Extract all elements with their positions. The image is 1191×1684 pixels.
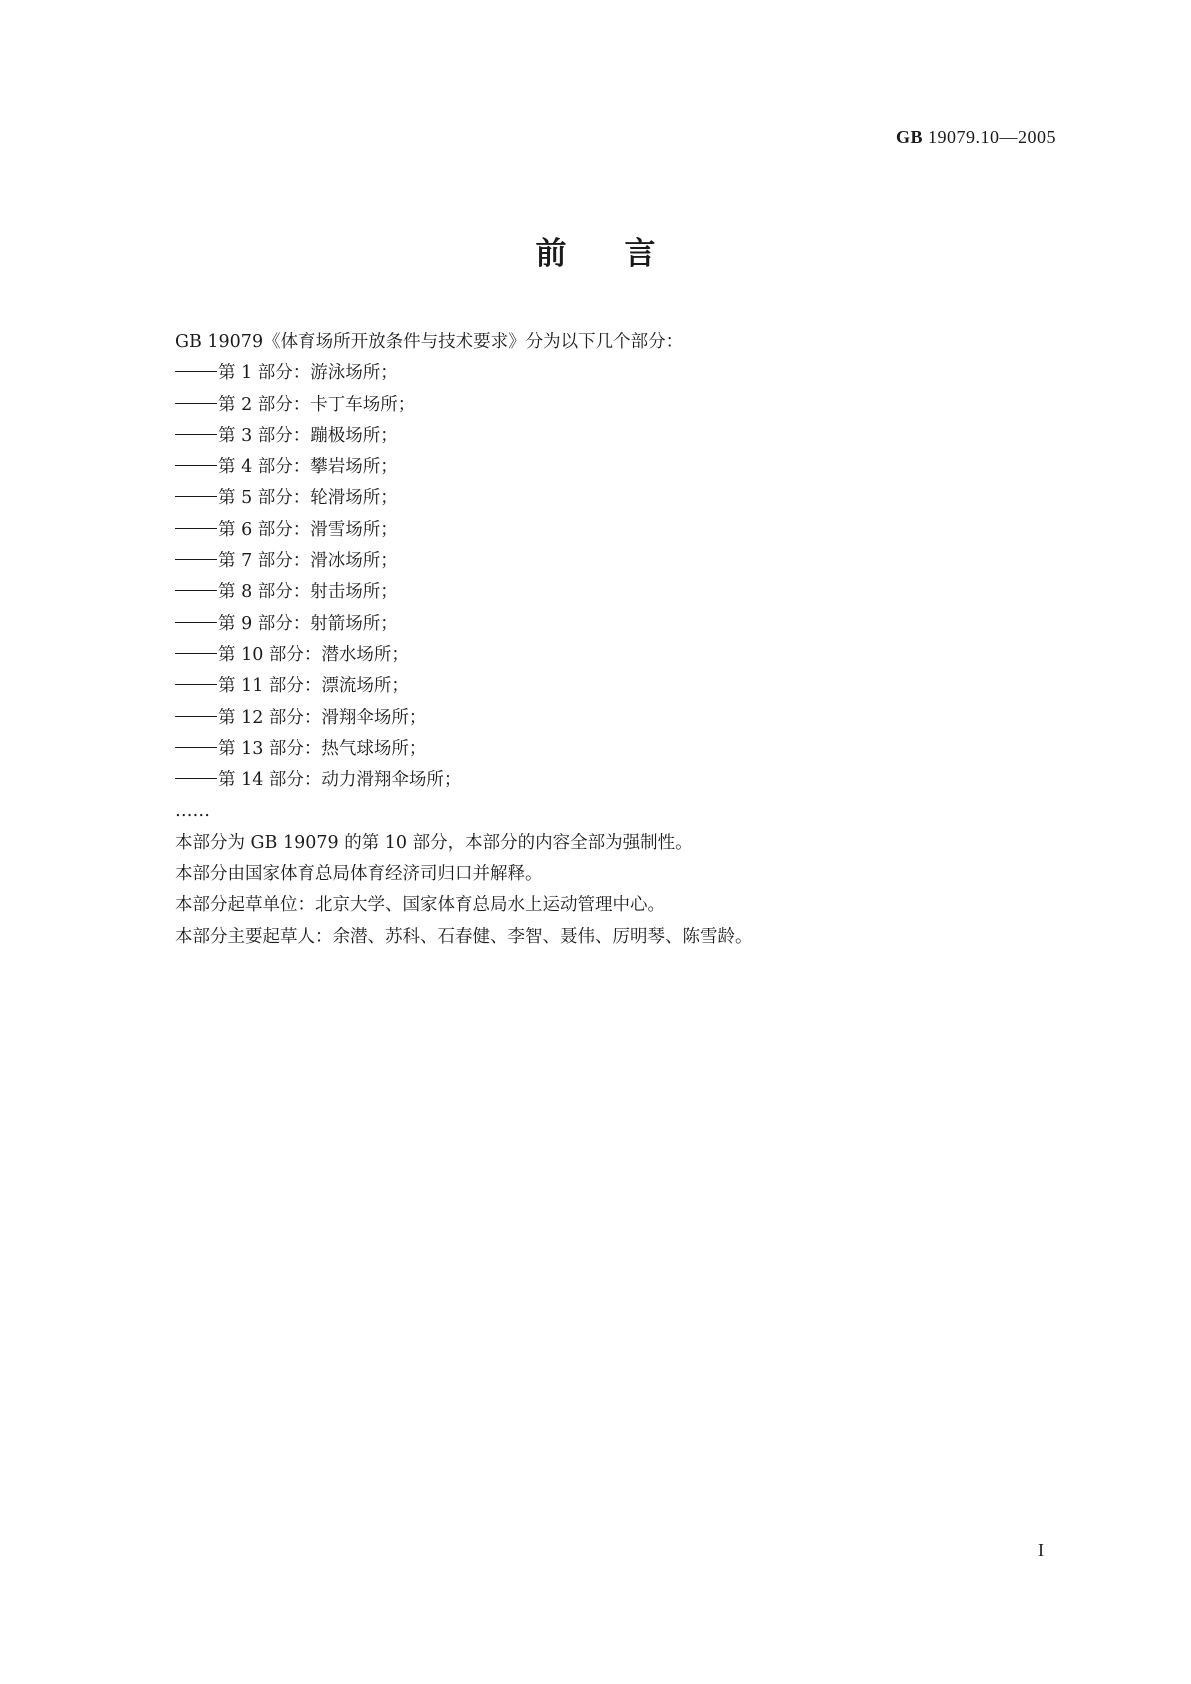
statement-paragraph: 本部分为 GB 19079 的第 10 部分，本部分的内容全部为强制性。 — [175, 832, 693, 853]
intro-paragraph: GB 19079《体育场所开放条件与技术要求》分为以下几个部分： — [175, 332, 684, 352]
em-dash — [175, 496, 217, 497]
part-label: 第 13 部分：热气球场所； — [218, 738, 427, 759]
standard-code: 19079.10—2005 — [928, 127, 1056, 147]
part-label: 第 9 部分：射箭场所； — [218, 613, 398, 634]
list-item — [175, 640, 1055, 671]
statement-paragraph: 本部分起草单位：北京大学、国家体育总局水上运动管理中心。 — [175, 895, 665, 916]
list-item — [175, 452, 1055, 483]
em-dash — [175, 403, 217, 404]
part-label: 第 14 部分：动力滑翔伞场所； — [218, 770, 462, 791]
list-item — [175, 515, 1055, 546]
page-title: 前言 — [535, 236, 714, 272]
em-dash — [175, 559, 217, 560]
list-item — [175, 358, 1055, 389]
part-label: 第 8 部分：射击场所； — [218, 582, 398, 603]
part-label: 第 4 部分：攀岩场所； — [218, 457, 398, 478]
list-item — [175, 609, 1055, 640]
part-label: 第 1 部分：游泳场所； — [218, 363, 398, 384]
em-dash — [175, 778, 217, 779]
part-label: 第 11 部分：漂流场所； — [218, 676, 409, 697]
standard-prefix: GB — [895, 127, 923, 147]
statement-paragraph: 本部分主要起草人：余潜、苏科、石春健、李智、聂伟、厉明琴、陈雪龄。 — [175, 926, 753, 947]
list-item — [175, 390, 1055, 421]
em-dash — [175, 716, 217, 717]
em-dash — [175, 465, 217, 466]
list-item — [175, 703, 1055, 734]
em-dash — [175, 434, 217, 435]
part-label: 第 2 部分：卡丁车场所； — [218, 394, 416, 415]
part-label: 第 12 部分：滑翔伞场所； — [218, 707, 427, 728]
list-item — [175, 421, 1055, 452]
em-dash — [175, 653, 217, 654]
part-label: 第 3 部分：蹦极场所； — [218, 425, 398, 446]
em-dash — [175, 684, 217, 685]
em-dash — [175, 371, 217, 372]
list-item — [175, 546, 1055, 577]
list-item — [175, 671, 1055, 702]
em-dash — [175, 590, 217, 591]
page-number: I — [1038, 1540, 1044, 1560]
part-label: 第 10 部分：潜水场所； — [218, 644, 409, 665]
ellipsis: …… — [175, 801, 210, 822]
standard-number — [896, 127, 1056, 148]
statement-paragraph: 本部分由国家体育总局体育经济司归口并解释。 — [175, 864, 543, 885]
list-item — [175, 765, 1055, 796]
list-item — [175, 577, 1055, 608]
list-item — [175, 483, 1055, 514]
em-dash — [175, 528, 217, 529]
em-dash — [175, 747, 217, 748]
list-item — [175, 734, 1055, 765]
part-label: 第 5 部分：轮滑场所； — [218, 488, 398, 509]
part-label: 第 6 部分：滑雪场所； — [218, 519, 398, 540]
em-dash — [175, 622, 217, 623]
foreword-body — [175, 327, 1055, 953]
part-label: 第 7 部分：滑冰场所； — [218, 551, 398, 572]
